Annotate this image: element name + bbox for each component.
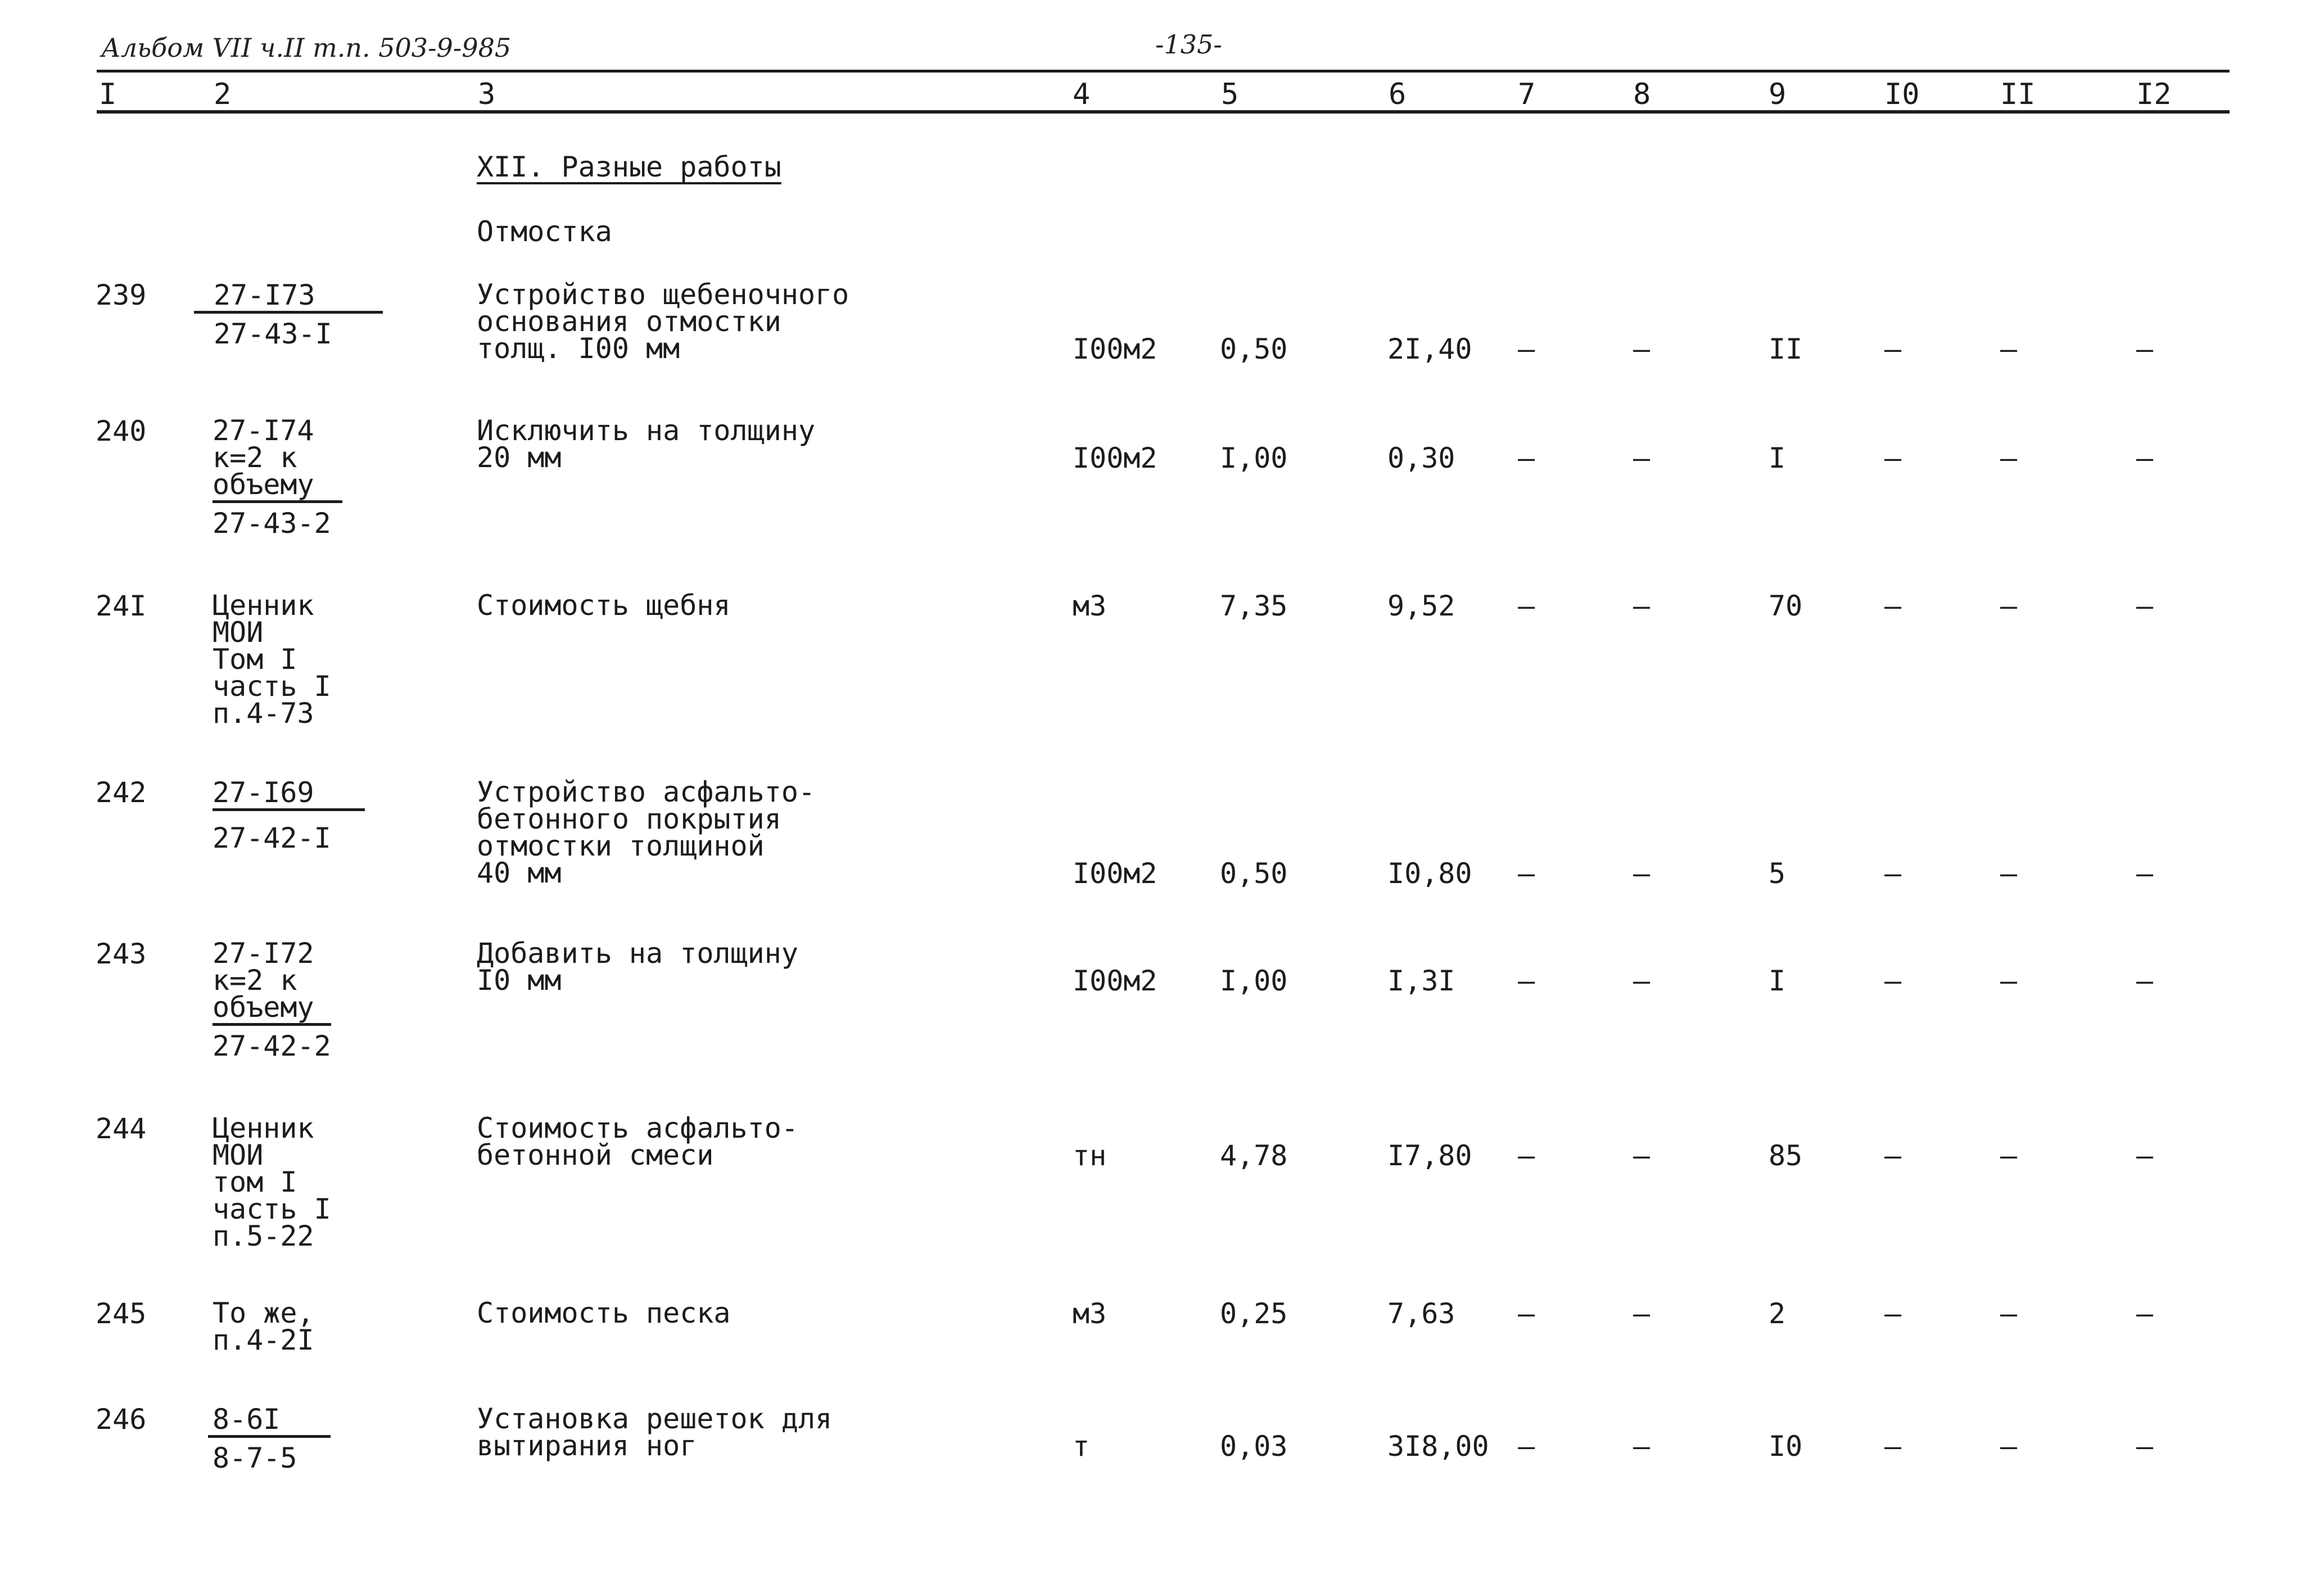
column-header: 4 — [1073, 78, 1091, 111]
col10: – — [1884, 1430, 1902, 1463]
code-cell: То же, п.4-2I — [212, 1297, 314, 1356]
col10: – — [1884, 965, 1902, 997]
col8: – — [1633, 1297, 1651, 1330]
col12: – — [2136, 590, 2154, 622]
quantity: 0,50 — [1220, 857, 1288, 890]
description: Стоимость песка — [477, 1297, 731, 1329]
code-top: 27-I73 — [194, 282, 383, 314]
col11: – — [2000, 965, 2018, 997]
code-cell: Ценник МОИ Том I часть I п.4-73 — [212, 589, 331, 730]
price: 0,30 — [1387, 442, 1455, 474]
row-number: 239 — [96, 279, 147, 311]
price: 9,52 — [1387, 590, 1455, 622]
col9: 70 — [1769, 590, 1803, 622]
column-header: II — [2000, 78, 2036, 111]
row-number: 240 — [96, 415, 147, 447]
album-reference: Альбом VII ч.II т.п. 503-9-985 — [101, 33, 512, 63]
code-top: 27-I69 — [212, 779, 365, 811]
col7: – — [1518, 590, 1535, 622]
code-cell — [208, 1405, 331, 1472]
col7: – — [1518, 1430, 1535, 1463]
col12: – — [2136, 442, 2154, 474]
quantity: 4,78 — [1220, 1139, 1288, 1172]
column-header: 2 — [214, 78, 232, 111]
column-header: I0 — [1884, 78, 1920, 111]
col9: I — [1769, 965, 1786, 997]
col8: – — [1633, 1430, 1651, 1463]
col12: – — [2136, 857, 2154, 890]
col8: – — [1633, 590, 1651, 622]
unit: м3 — [1073, 590, 1107, 622]
description: Устройство асфальто- бетонного покрытия отмостки толщиной 40 мм — [477, 776, 816, 889]
unit: тн — [1073, 1139, 1107, 1172]
column-header: 6 — [1389, 78, 1407, 111]
code-top: 27-I74 к=2 к объему — [212, 417, 342, 503]
code-bottom: 27-42-2 — [212, 1030, 331, 1062]
code-bottom: 27-43-I — [214, 318, 332, 350]
unit: I00м2 — [1073, 333, 1158, 365]
code-bottom: 27-43-2 — [212, 507, 331, 540]
description: Исключить на толщину 20 мм — [477, 414, 816, 474]
code-cell — [212, 414, 342, 540]
quantity: I,00 — [1220, 442, 1288, 474]
col9: II — [1769, 333, 1803, 365]
price: I0,80 — [1387, 857, 1472, 890]
description: Добавить на толщину I0 мм — [477, 937, 798, 997]
column-header: 3 — [478, 78, 496, 111]
quantity: 0,03 — [1220, 1430, 1288, 1463]
quantity: 0,50 — [1220, 333, 1288, 365]
header-top-rule — [97, 70, 2230, 73]
price: 2I,40 — [1387, 333, 1472, 365]
col11: – — [2000, 1430, 2018, 1463]
column-header: I2 — [2136, 78, 2172, 111]
col7: – — [1518, 1297, 1535, 1330]
unit: I00м2 — [1073, 857, 1158, 890]
col11: – — [2000, 442, 2018, 474]
col12: – — [2136, 1430, 2154, 1463]
description: Стоимость асфальто- бетонной смеси — [477, 1112, 798, 1171]
code-cell: Ценник МОИ том I часть I п.5-22 — [212, 1112, 331, 1252]
row-number: 24I — [96, 590, 147, 622]
col10: – — [1884, 1297, 1902, 1330]
unit: I00м2 — [1073, 965, 1158, 997]
code-cell — [212, 776, 365, 854]
col11: – — [2000, 333, 2018, 365]
unit: м3 — [1073, 1297, 1107, 1330]
row-number: 244 — [96, 1112, 147, 1145]
column-header: 9 — [1769, 78, 1787, 111]
col12: – — [2136, 965, 2154, 997]
col11: – — [2000, 857, 2018, 890]
col7: – — [1518, 857, 1535, 890]
column-header: 8 — [1633, 78, 1651, 111]
row-number: 245 — [96, 1297, 147, 1330]
col10: – — [1884, 1139, 1902, 1172]
col10: – — [1884, 857, 1902, 890]
code-top: 27-I72 к=2 к объему — [212, 940, 331, 1026]
code-bottom: 8-7-5 — [212, 1442, 297, 1474]
description: Стоимость щебня — [477, 589, 731, 622]
column-header: I — [99, 78, 117, 111]
row-number: 246 — [96, 1403, 147, 1436]
col12: – — [2136, 1139, 2154, 1172]
col7: – — [1518, 442, 1535, 474]
description: Установка решеток для вытирания ног — [477, 1402, 833, 1462]
col9: I0 — [1769, 1430, 1803, 1463]
col8: – — [1633, 965, 1651, 997]
col11: – — [2000, 590, 2018, 622]
col12: – — [2136, 1297, 2154, 1330]
quantity: I,00 — [1220, 965, 1288, 997]
code-bottom: 27-42-I — [212, 822, 331, 854]
col10: – — [1884, 333, 1902, 365]
price: 7,63 — [1387, 1297, 1455, 1330]
col10: – — [1884, 590, 1902, 622]
col8: – — [1633, 442, 1651, 474]
col9: 5 — [1769, 857, 1786, 890]
quantity: 0,25 — [1220, 1297, 1288, 1330]
description: Устройство щебеночного основания отмостки толщ. I00 мм — [477, 278, 849, 365]
price: 3I8,00 — [1387, 1430, 1489, 1463]
section-subtitle: Отмостка — [477, 215, 612, 248]
column-header: 5 — [1221, 78, 1239, 111]
code-top: 8-6I — [208, 1406, 331, 1438]
page-number: -135- — [1155, 29, 1222, 60]
unit: I00м2 — [1073, 442, 1158, 474]
col9: 85 — [1769, 1139, 1803, 1172]
col11: – — [2000, 1139, 2018, 1172]
column-header: 7 — [1518, 78, 1536, 111]
row-number: 243 — [96, 938, 147, 970]
col9: 2 — [1769, 1297, 1786, 1330]
row-number: 242 — [96, 776, 147, 809]
price: I7,80 — [1387, 1139, 1472, 1172]
col7: – — [1518, 965, 1535, 997]
col8: – — [1633, 333, 1651, 365]
code-cell — [194, 279, 383, 350]
section-title: XII. Разные работы — [477, 151, 781, 183]
col12: – — [2136, 333, 2154, 365]
col10: – — [1884, 442, 1902, 474]
col7: – — [1518, 1139, 1535, 1172]
unit: т — [1073, 1430, 1090, 1463]
col9: I — [1769, 442, 1786, 474]
quantity: 7,35 — [1220, 590, 1288, 622]
col7: – — [1518, 333, 1535, 365]
col8: – — [1633, 857, 1651, 890]
code-cell — [212, 937, 331, 1062]
price: I,3I — [1387, 965, 1455, 997]
col8: – — [1633, 1139, 1651, 1172]
col11: – — [2000, 1297, 2018, 1330]
